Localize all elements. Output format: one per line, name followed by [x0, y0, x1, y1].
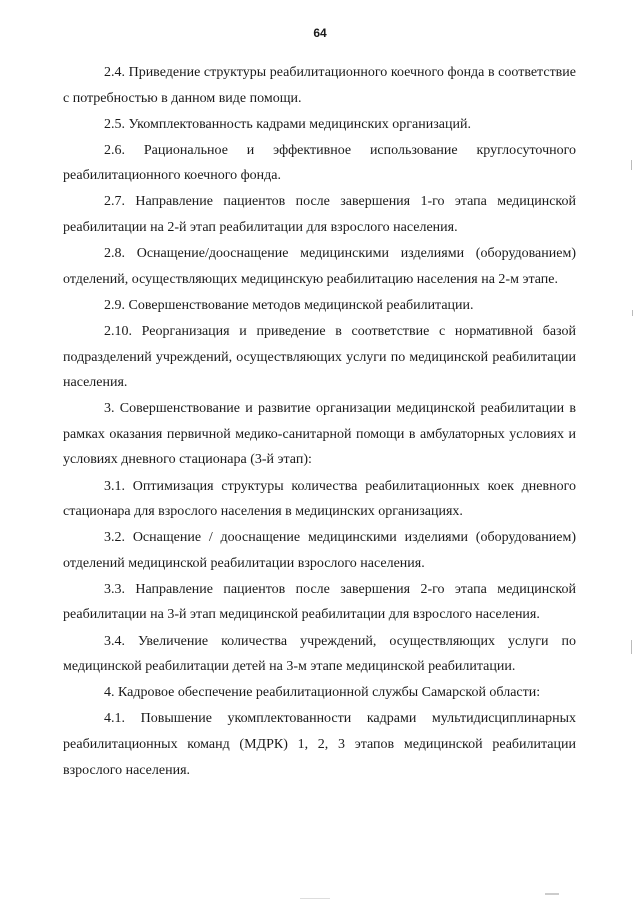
scan-speck — [631, 160, 632, 170]
paragraph-2-8: 2.8. Оснащение/дооснащение медицинскими изделиями (оборудованием) отделений, осуществляющих медицинскую реабилитацию населения на 2-м этапе. — [63, 246, 576, 287]
paragraph-3-4: 3.4. Увеличение количества учреждений, осуществляющих услуги по медицинской реабилитации детей на 3-м этапе медицинской реабилитации. — [63, 633, 576, 675]
document-body — [63, 60, 576, 783]
paragraph-4-1: 4.1. Повышение укомплектованности кадрами мультидисциплинарных реабилитационных команд (МДРК) 1, 2, 3 этапов медицинской реабилитации взрослого населения. — [63, 711, 576, 778]
paragraph-4: 4. Кадровое обеспечение реабилитационной службы Самарской области: — [104, 685, 541, 701]
paragraph-2-5: 2.5. Укомплектованность кадрами медицинских организаций. — [104, 116, 471, 132]
scan-speck — [300, 898, 330, 899]
paragraph-3-3: 3.3. Направление пациентов после завершения 2-го этапа медицинской реабилитации на 3-й этап медицинской реабилитации для взрослого населения. — [63, 581, 576, 623]
paragraph-2-6: 2.6. Рациональное и эффективное использование круглосуточного реабилитационного коечного фонда. — [63, 142, 576, 184]
paragraph-3-1: 3.1. Оптимизация структуры количества реабилитационных коек дневного стационара для взрослого населения в медицинских организациях. — [63, 478, 576, 520]
page-number: 64 — [313, 26, 327, 40]
scan-speck — [545, 893, 559, 895]
paragraph-2-4: 2.4. Приведение структуры реабилитационного коечного фонда в соответствие с потребностью в данном виде помощи. — [63, 65, 576, 106]
paragraph-2-10: 2.10. Реорганизация и приведение в соответствие с нормативной базой подразделений учреждений, осуществляющих услуги по медицинской реабилитации населения. — [63, 323, 576, 391]
scan-speck — [632, 310, 633, 316]
paragraph-3-2: 3.2. Оснащение / дооснащение медицинскими изделиями (оборудованием) отделений медицинской реабилитации взрослого населения. — [63, 530, 576, 571]
paragraph-2-9: 2.9. Совершенствование методов медицинской реабилитации. — [104, 297, 474, 313]
paragraph-2-7: 2.7. Направление пациентов после завершения 1-го этапа медицинской реабилитации на 2-й этап реабилитации для взрослого населения. — [63, 194, 576, 236]
scan-speck — [631, 640, 632, 654]
paragraph-3: 3. Совершенствование и развитие организации медицинской реабилитации в рамках оказания первичной медико-санитарной помощи в амбулаторных условиях и условиях дневного стационара (3-й этап): — [63, 401, 576, 468]
